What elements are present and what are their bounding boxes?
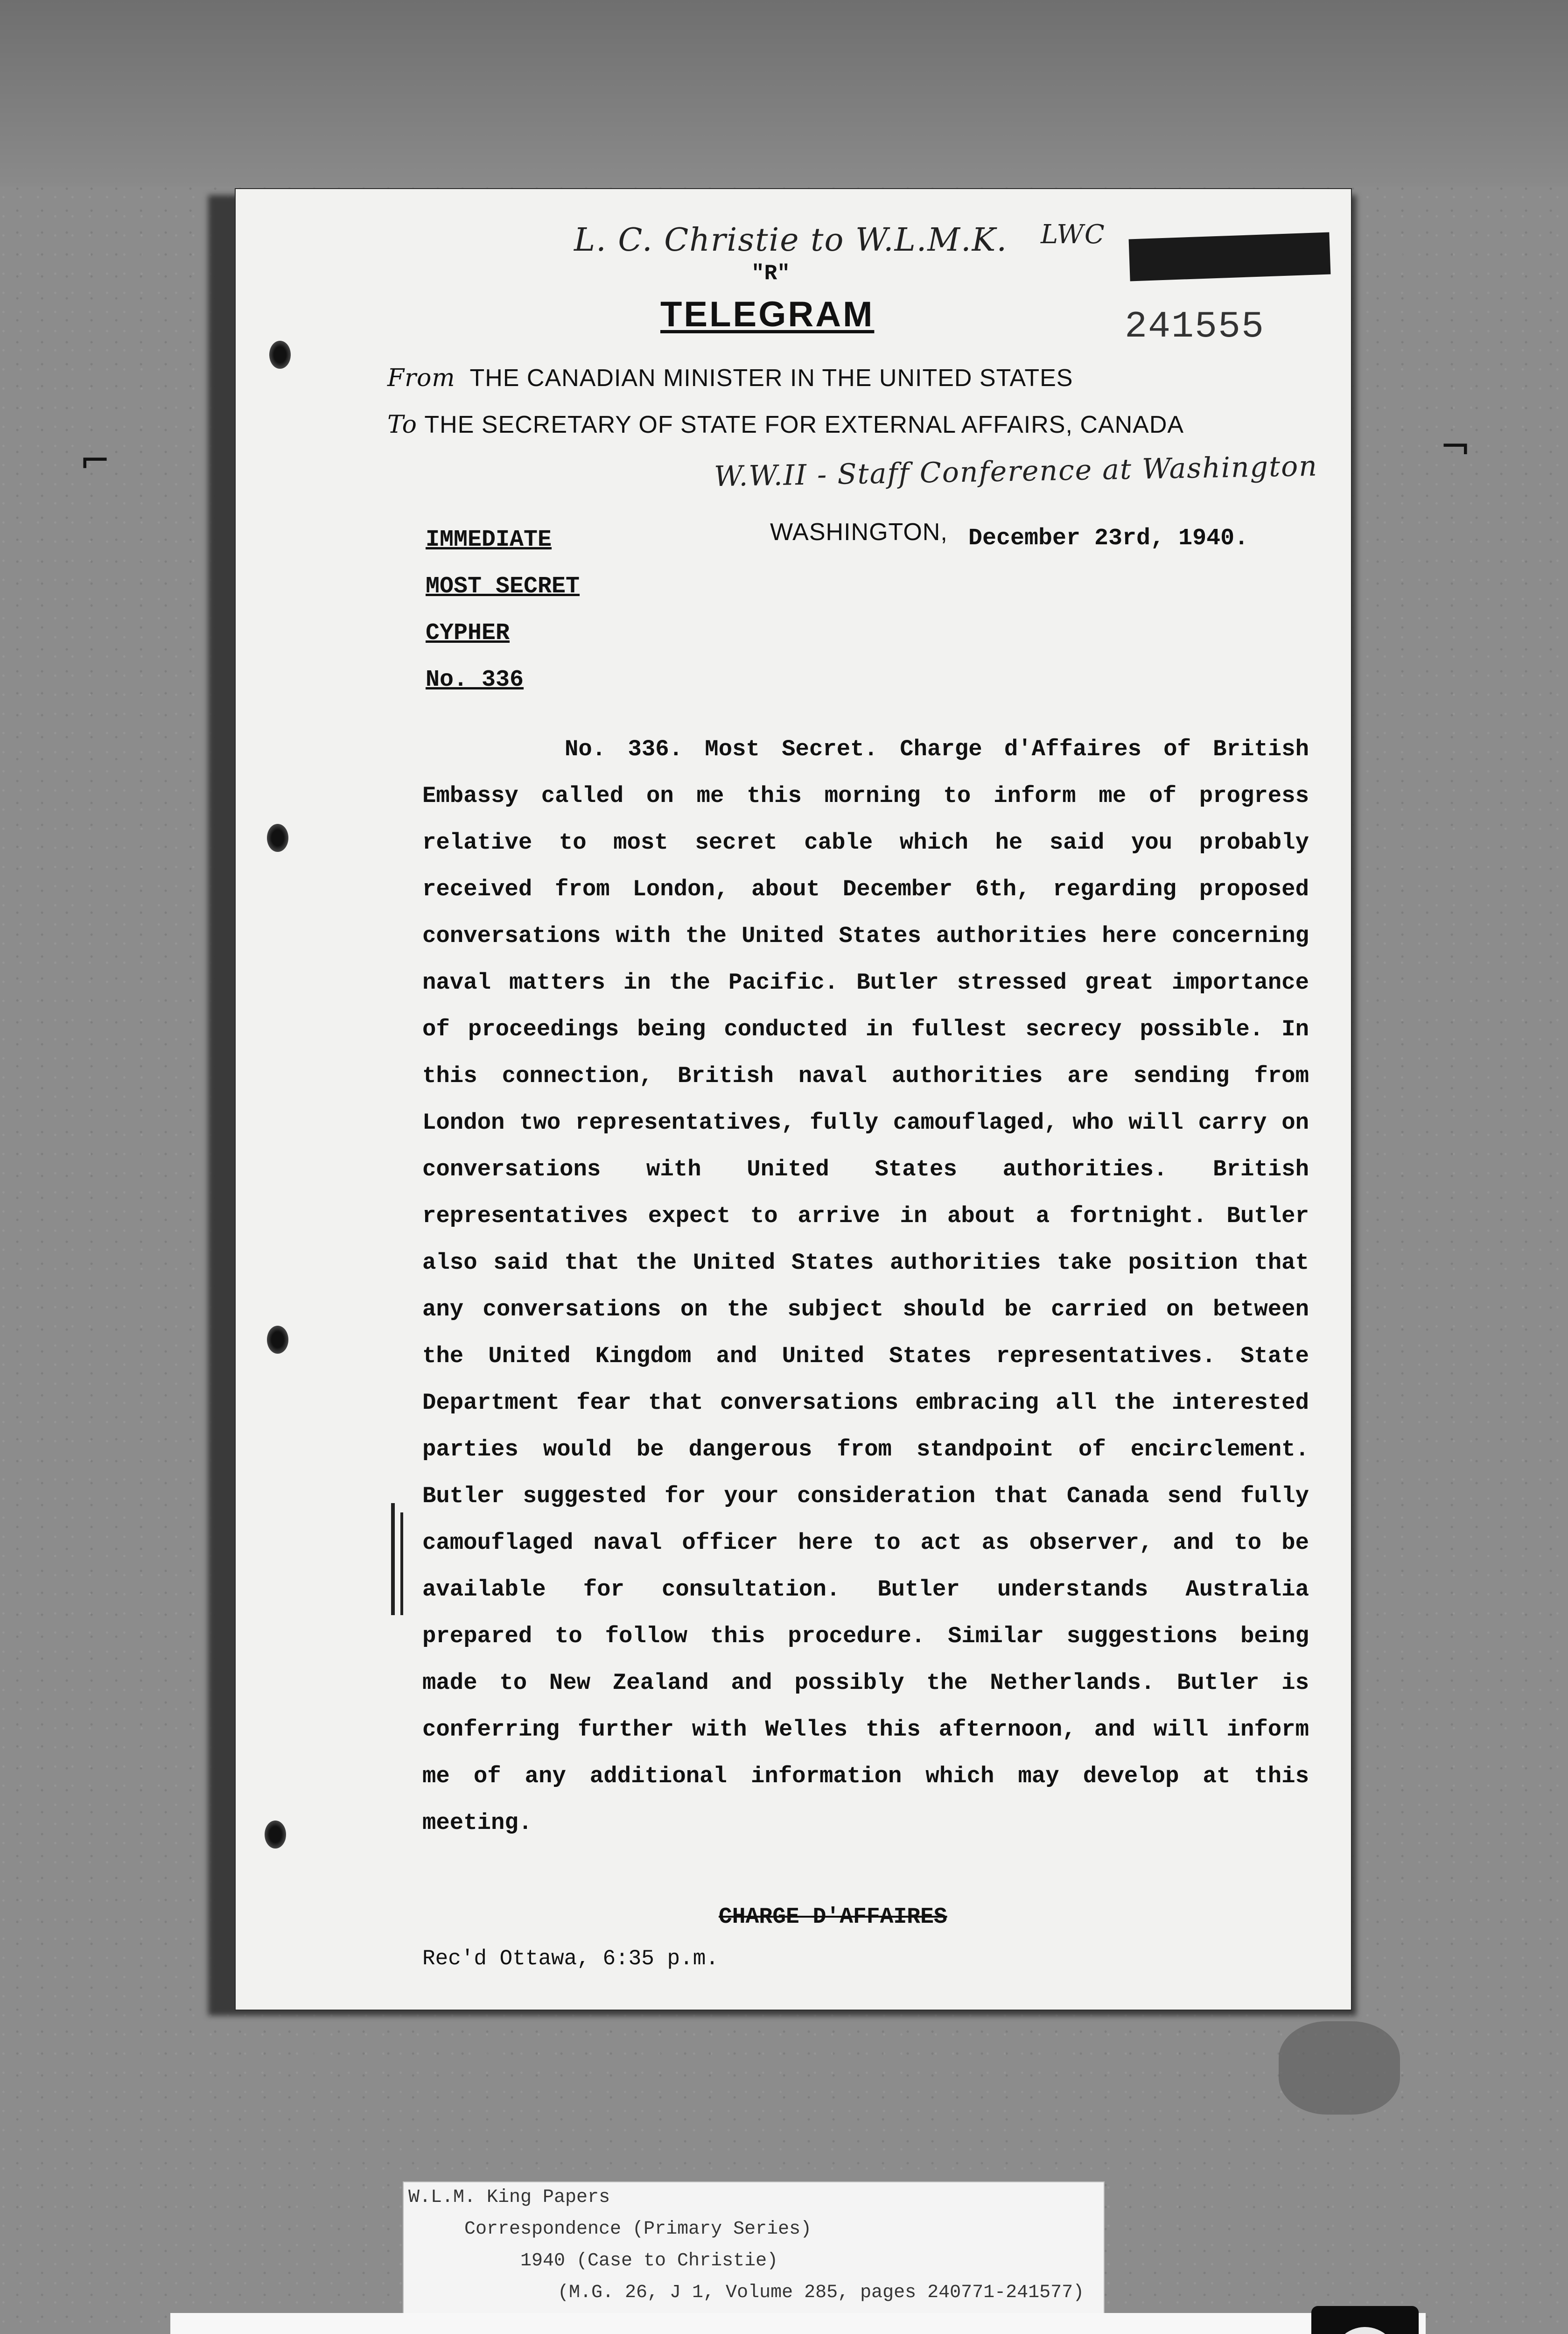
margin-marking: [391, 1503, 395, 1615]
subject-handwritten-note: W.W.II - Staff Conference at Washington: [714, 450, 1318, 493]
reference-line: 1940 (Case to Christie): [520, 2250, 778, 2271]
reference-card: [404, 2182, 1104, 2334]
punch-hole: [267, 1326, 288, 1354]
signature: CHARGE D'AFFAIRES: [719, 1905, 947, 1930]
handling-most-secret: MOST SECRET: [426, 573, 580, 600]
handling-cypher: CYPHER: [426, 620, 510, 647]
from-line: [387, 364, 1073, 392]
margin-marking: [400, 1512, 403, 1615]
reference-line: (M.G. 26, J 1, Volume 285, pages 240771-241577): [558, 2282, 1085, 2303]
handwritten-note: L. C. Christie to W.L.M.K.: [574, 222, 1008, 259]
handling-instructions: [426, 527, 580, 713]
film-corner-mark: ¬: [1440, 425, 1471, 468]
archives-logo: [1311, 2306, 1419, 2334]
redaction-block: [1129, 232, 1331, 281]
from-value: THE CANADIAN MINISTER IN THE UNITED STATES: [469, 365, 1073, 392]
document-title: TELEGRAM: [660, 295, 875, 334]
reference-line: W.L.M. King Papers: [408, 2187, 610, 2208]
archives-label: [170, 2313, 1426, 2334]
place: WASHINGTON,: [770, 519, 948, 546]
telegram-body: No. 336. Most Secret. Charge d'Affaires of British Embassy called on me this morning to inform me of progress relative to most secret cable which he said you probably received from London, about December 6th, regarding proposed conversations with the United States authorities here concerning naval matters in the Pacific. Butler stressed great importance of proceedings being conducted in fullest secrecy possible. In this connection, British naval authorities are sending from London two representatives, fully camouflaged, who will carry on conversations with United States authorities. British representatives expect to arrive in about a fortnight. Butler also said that the United States authorities take position that any conversations on the subject should be carried on between the United Kingdom and United States representatives. State Department fear that conversations embracing all the interested parties would be dangerous from standpoint of encirclement. Butler suggested for your consideration that Canada send fully camouflaged naval officer here to act as observer, and to be available for consultation. Butler understands Australia prepared to follow this procedure. Similar suggestions being made to New Zealand and possibly the Netherlands. Butler is conferring further with Welles this afternoon, and will inform me of any additional information which may develop at this meeting.: [422, 736, 1309, 1836]
punch-hole: [267, 824, 288, 852]
received-stamp: Rec'd Ottawa, 6:35 p.m.: [422, 1947, 719, 1971]
film-blemish: [1279, 2021, 1400, 2115]
microfilm-background: [0, 0, 1568, 187]
punch-hole: [265, 1821, 286, 1849]
serial-number: 241555: [1125, 306, 1265, 348]
reference-line: Correspondence (Primary Series): [464, 2219, 812, 2240]
from-label: From: [387, 364, 455, 392]
film-corner-mark: ⌐: [79, 439, 111, 482]
logo-ring: [1332, 2327, 1398, 2334]
to-label: To: [387, 411, 417, 439]
punch-hole: [269, 341, 291, 369]
date: December 23rd, 1940.: [968, 525, 1249, 552]
to-value: THE SECRETARY OF STATE FOR EXTERNAL AFFAIRS, CANADA: [424, 411, 1184, 438]
handwritten-initials: LWC: [1041, 219, 1106, 250]
to-line: [387, 411, 1184, 439]
handling-immediate: IMMEDIATE: [426, 527, 552, 553]
handling-number: No. 336: [426, 667, 524, 693]
classification-letter: "R": [751, 261, 790, 286]
